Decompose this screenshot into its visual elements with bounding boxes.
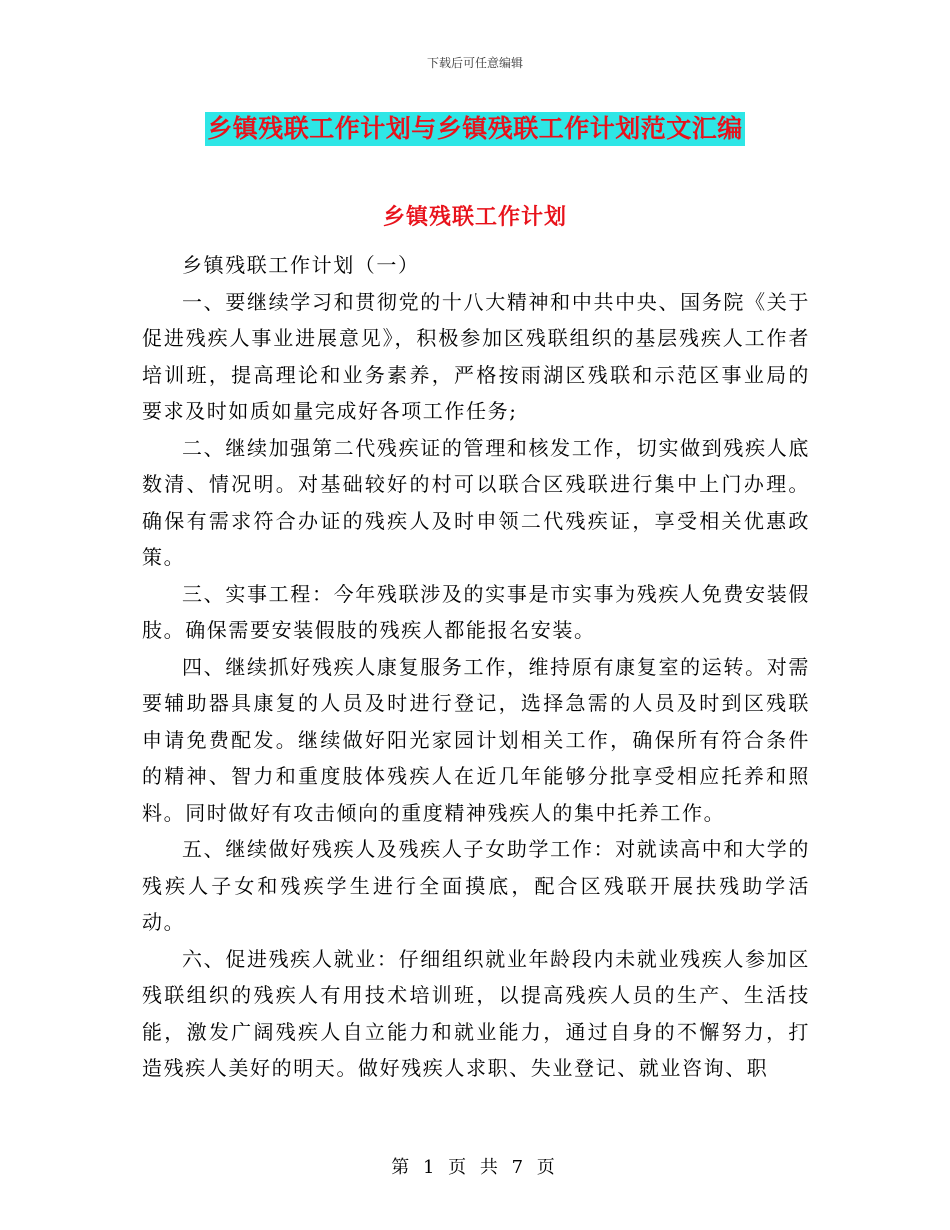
- paragraph-item-1: 一、要继续学习和贯彻党的十八大精神和中共中央、国务院《关于促进残疾人事业进展意见》，积极参加区残联组织的基层残疾人工作者培训班，提高理论和业务素养，严格按雨湖区残联和示范区事业局的要求及时如质如量完成好各项工作任务;: [142, 289, 810, 423]
- page-footer: 第 1 页 共 7 页: [391, 1157, 559, 1178]
- paragraph-item-2: 二、继续加强第二代残疾证的管理和核发工作，切实做到残疾人底数清、情况明。对基础较好的村可以联合区残联进行集中上门办理。确保有需求符合办证的残疾人及时申领二代残疾证，享受相关优惠政策。: [142, 435, 810, 569]
- main-title: 乡镇残联工作计划与乡镇残联工作计划范文汇编: [205, 112, 745, 146]
- paragraph-item-5: 五、继续做好残疾人及残疾人子女助学工作：对就读高中和大学的残疾人子女和残疾学生进行全面摸底，配合区残联开展扶残助学活动。: [142, 837, 810, 934]
- section-title: 乡镇残联工作计划: [382, 205, 567, 230]
- document-body: [142, 247, 810, 1087]
- paragraph-subtitle: 乡镇残联工作计划（一）: [182, 253, 420, 277]
- paragraph-item-4: 四、继续抓好残疾人康复服务工作，维持原有康复室的运转。对需要辅助器具康复的人员及时进行登记，选择急需的人员及时到区残联申请免费配发。继续做好阳光家园计划相关工作，确保所有符合条件的精神、智力和重度肢体残疾人在近几年能够分批享受相应托养和照料。同时做好有攻击倾向的重度精神残疾人的集中托养工作。: [142, 654, 810, 825]
- main-title-container: [0, 112, 950, 146]
- paragraph-item-3: 三、实事工程：今年残联涉及的实事是市实事为残疾人免费安装假肢。确保需要安装假肢的残疾人都能报名安装。: [142, 581, 810, 642]
- paragraph-item-6: 六、促进残疾人就业：仔细组织就业年龄段内未就业残疾人参加区残联组织的残疾人有用技术培训班，以提高残疾人员的生产、生活技能，激发广阔残疾人自立能力和就业能力，通过自身的不懈努力，打造残疾人美好的明天。做好残疾人求职、失业登记、就业咨询、职: [142, 946, 810, 1080]
- header-note: 下载后可任意编辑: [426, 56, 523, 70]
